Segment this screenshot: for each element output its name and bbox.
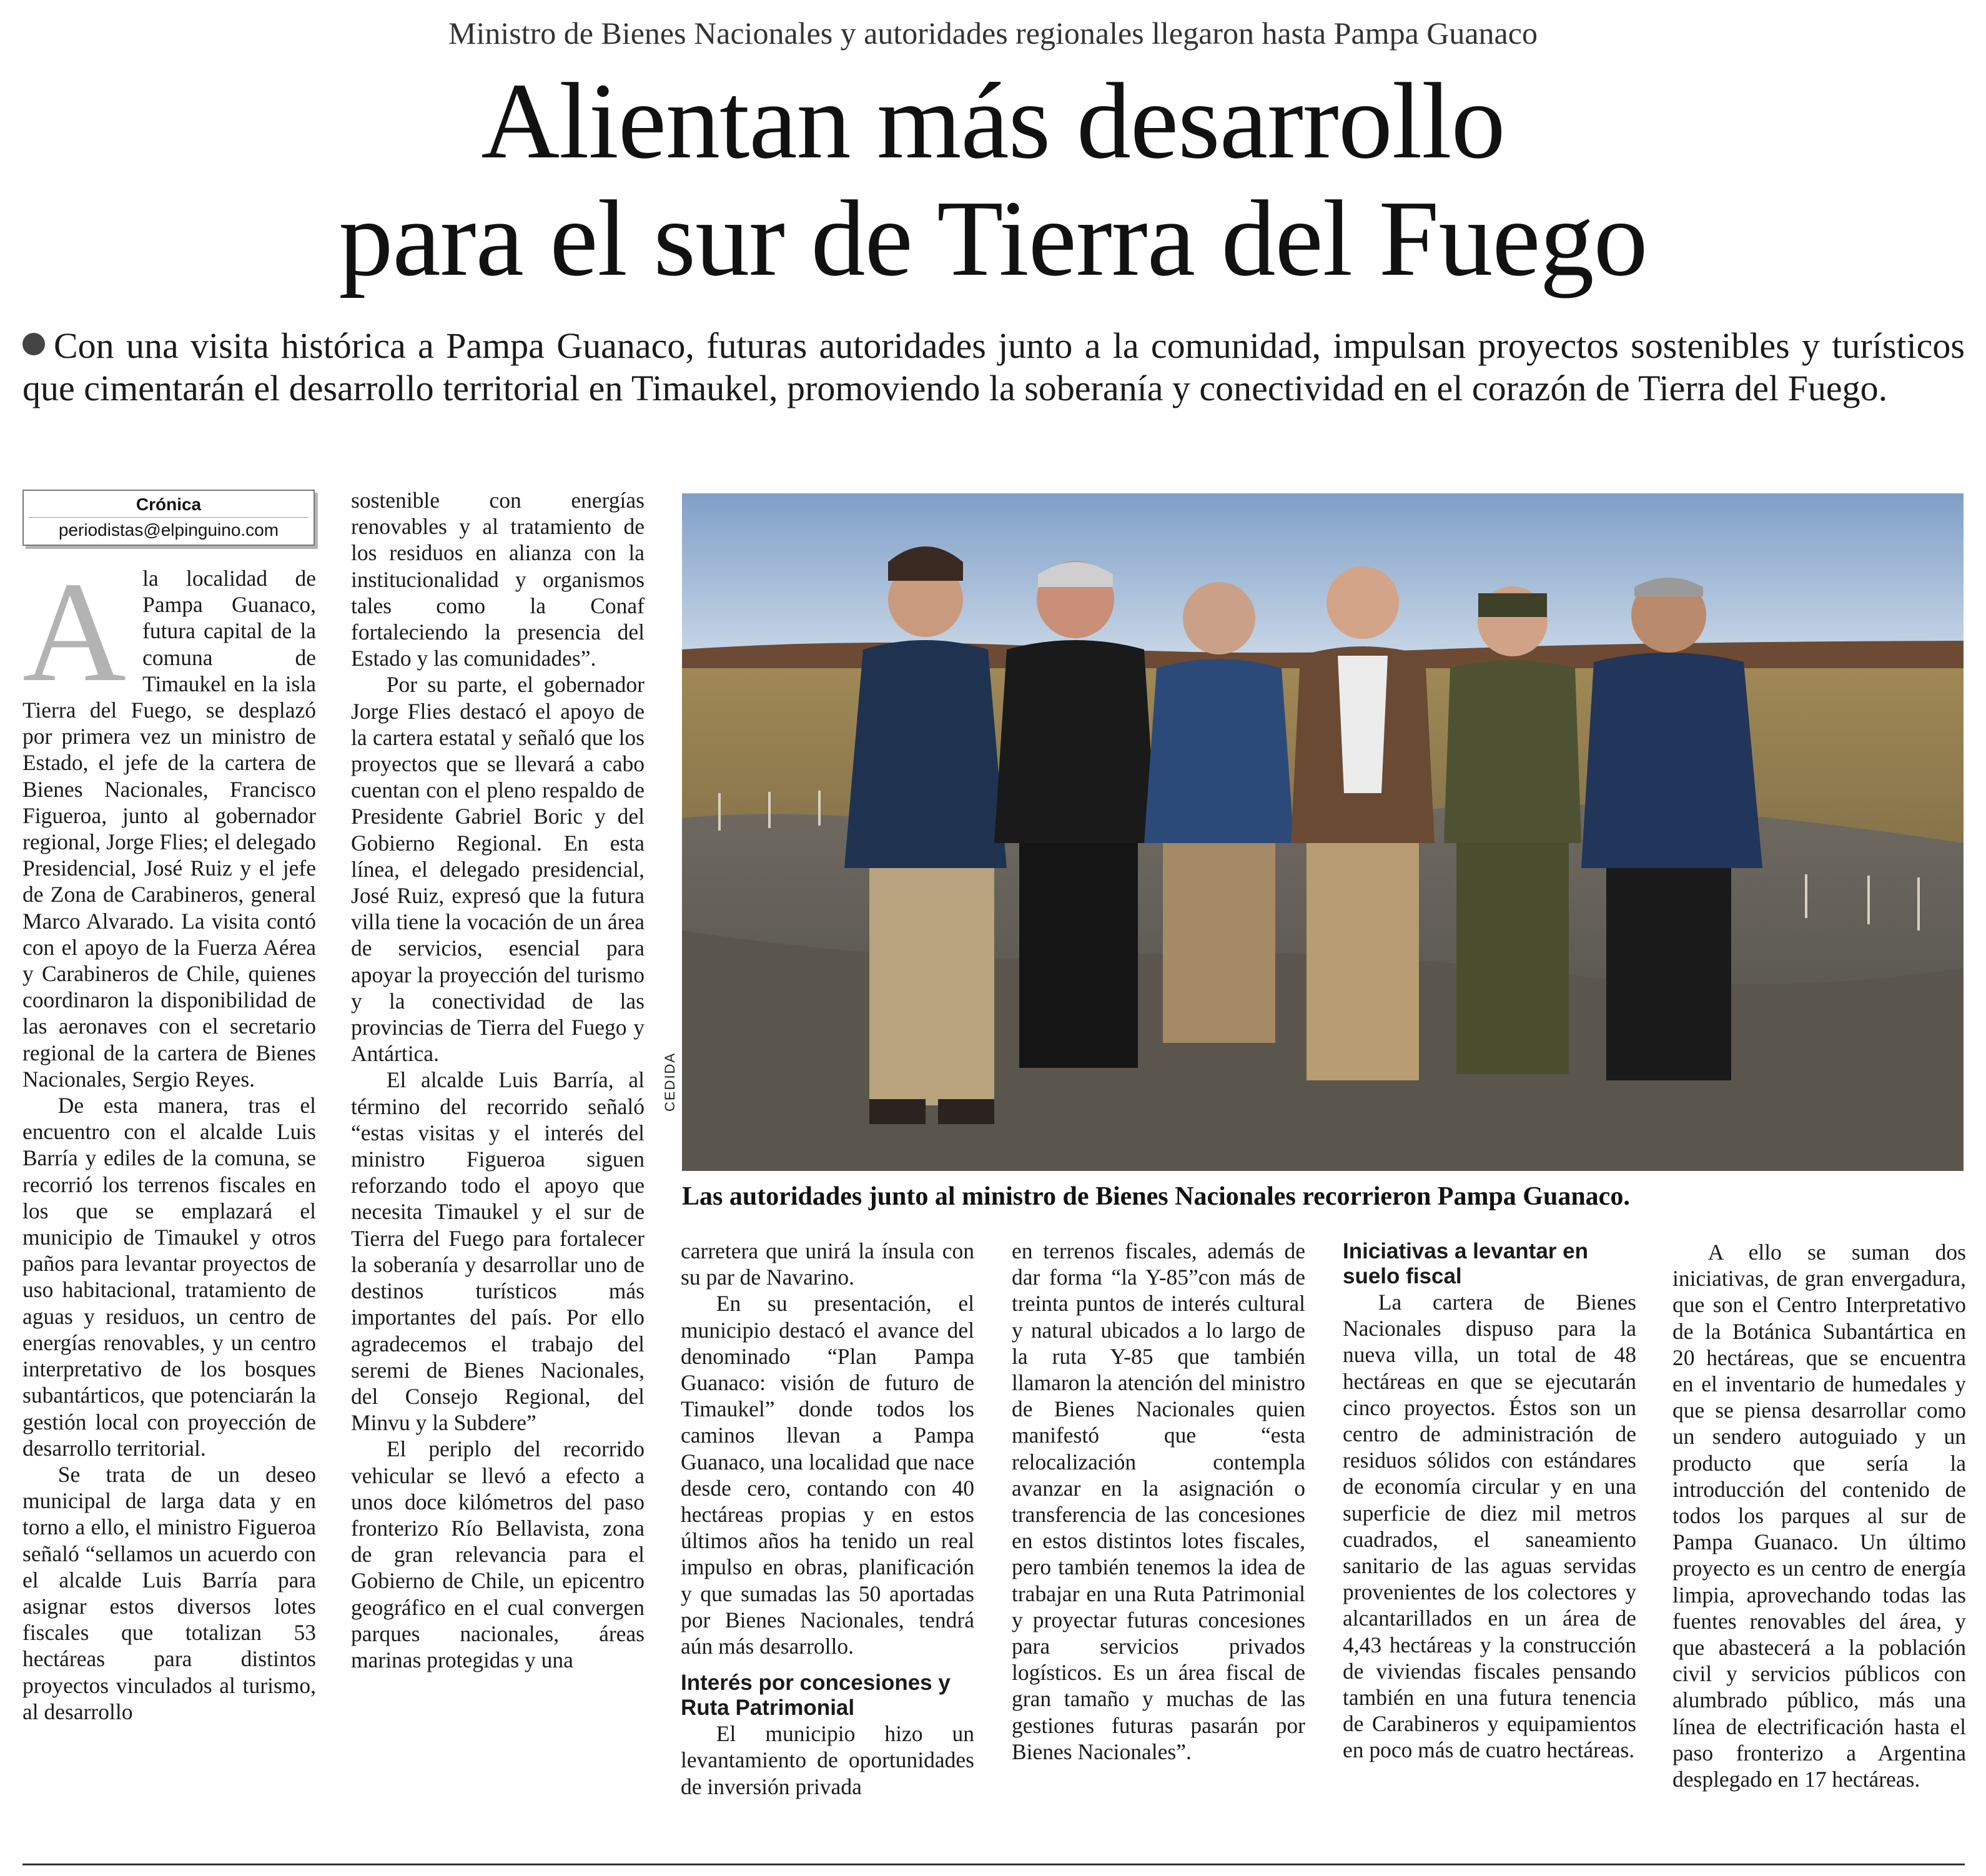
body-paragraph: En su presentación, el municipio destacó el avance del denominado “Plan Pampa Guanaco: visión de futuro de Timaukel” donde todos los caminos llevan a Pampa Guanaco, una localidad que nace desde cero, contando con 40 hectáreas propias y en estos últimos años ha tenido un real impulso en obras, planificación y que sumadas las 50 aportadas por Bienes Nacionales, tendrá aún más desarrollo.: [681, 1291, 974, 1659]
headline: [0, 62, 1986, 297]
article-photo: [682, 493, 1964, 1171]
kicker: Ministro de Bienes Nacionales y autoridades regionales llegaron hasta Pampa Guanaco: [448, 16, 1538, 51]
lead-paragraph: [22, 325, 1965, 410]
byline-box: [22, 490, 315, 546]
column-4: [1012, 1238, 1305, 1765]
body-paragraph: El alcalde Luis Barría, al término del recorrido señaló “estas visitas y el interés del ministro Figueroa siguen reforzando todo el apoyo que necesita Timaukel y el sur de Tierra del Fuego para fortalecer la soberanía y desarrollar uno de destinos turísticos más importantes del país. Por ello agradecemos el trabajo del seremi de Bienes Nacionales, del Consejo Regional, del Minvu y la Subdere”: [351, 1067, 645, 1436]
body-paragraph: en terrenos fiscales, además de dar forma “la Y-85”con más de treinta puntos de interés cultural y natural ubicados a lo largo de la ruta Y-85 que también llamaron la atención del ministro de Bienes Nacionales quien manifestó que “esta relocalización contempla avanzar en la asignación o transferencia de las concesiones en estos distintos lotes fiscales, pero también tenemos la idea de trabajar en una Ruta Patrimonial y proyectar futuras concesiones para servicios privados logísticos. Es un área fiscal de gran tamaño y muchas de las gestiones futuras pasarán por Bienes Nacionales”.: [1012, 1238, 1305, 1764]
paragraph-text: la localidad de Pampa Guanaco, futura capital de la comuna de Timaukel en la isla Tierra del Fuego, se desplazó por primera vez un ministro de Estado, el jefe de la cartera de Bienes Nacionales, Francisco Figueroa, junto al gobernador regional, Jorge Flies; el delegado Presidencial, José Ruiz y el jefe de Zona de Carabineros, general Marco Alvarado. La visita contó con el apoyo de la Fuerza Aérea y Carabineros de Chile, quienes coordinaron la disponibilidad de las aeronaves con el secretario regional de la cartera de Bienes Nacionales, Sergio Reyes.: [22, 566, 316, 1092]
drop-cap: A: [22, 552, 127, 711]
body-paragraph: Se trata de un deseo municipal de larga data y en torno a ello, el ministro Figueroa señaló “sellamos un acuerdo con el alcalde Luis Barría para asignar estos diversos lotes fiscales que totalizan 53 hectáreas para distintos proyectos vinculados al turismo, al desarrollo: [22, 1461, 316, 1724]
body-paragraph: carretera que unirá la ínsula con su par de Navarino.: [681, 1238, 974, 1290]
body-paragraph: La cartera de Bienes Nacionales dispuso para la nueva villa, un total de 48 hectáreas en que se ejecutarán cinco proyectos. Éstos son un centro de administración de residuos sólidos con estándares de economía circular y en una superficie de diez mil metros cuadrados, el saneamiento sanitario de las aguas servidas provenientes de los colectores y alcantarillados en un área de 4,43 hectáreas y la construcción de viviendas fiscales pensando también en una futura tenencia de Carabineros y equipamientos en poco más de cuatro hectáreas.: [1343, 1290, 1636, 1763]
body-paragraph: El periplo del recorrido vehicular se llevó a efecto a unos doce kilómetros del paso fronterizo Río Bellavista, zona de gran relevancia para el Gobierno de Chile, un epicentro geográfico en el cual convergen parques nacionales, áreas marinas protegidas y una: [351, 1436, 645, 1672]
subheading-iniciativas: Iniciativas a levantar en suelo fiscal: [1343, 1239, 1588, 1288]
photo-caption: Las autoridades junto al ministro de Bienes Nacionales recorrieron Pampa Guanaco.: [682, 1182, 1630, 1211]
section-label: Crónica: [29, 495, 309, 518]
bullet-icon: [22, 333, 45, 355]
byline-email: periodistas@elpinguino.com: [58, 520, 279, 540]
column-6: [1672, 1239, 1966, 1792]
column-5: [1343, 1239, 1636, 1764]
group-photo-illustration: [682, 493, 1964, 1171]
body-paragraph: sostenible con energías renovables y al tratamiento de los residuos en alianza con la institucionalidad y organismos tales como la Conaf fortaleciendo la presencia del Estado y las comunidades”.: [351, 488, 645, 671]
photo-credit: CEDIDA: [662, 1052, 678, 1112]
body-paragraph: A ello se suman dos iniciativas, de gran envergadura, que son el Centro Interpretativo de la Botánica Subantártica en 20 hectáreas, que se encuentra en el inventario de humedales y que se piensa desarrollar como un sendero autoguiado y un producto que sería la introducción del contenido de todos los parques al sur de Pampa Guanaco. Un último proyecto es un centro de energía limpia, aprovechando todas las fuentes renovables del área, y que abastecerá a la población civil y servicios públicos con alumbrado público, más una línea de electrificación hasta el paso fronterizo a Argentina desplegado en 17 hectáreas.: [1672, 1240, 1966, 1792]
column-2: [351, 487, 645, 1673]
body-paragraph: Por su parte, el gobernador Jorge Flies destacó el apoyo de la cartera estatal y señaló que los proyectos que se llevará a cabo cuentan con el pleno respaldo de Presidente Gabriel Boric y del Gobierno Regional. En esta línea, el delegado presidencial, José Ruiz, expresó que la futura villa tiene la vocación de un área de servicios, esencial para apoyar la proyección del turismo y la conectividad de las provincias de Tierra del Fuego y Antártica.: [351, 672, 645, 1067]
column-3: [681, 1238, 974, 1800]
body-paragraph: El municipio hizo un levantamiento de oportunidades de inversión privada: [681, 1721, 974, 1799]
headline-line-1: Alientan más desarrollo: [481, 61, 1505, 181]
headline-line-2: para el sur de Tierra del Fuego: [338, 178, 1648, 299]
column-1: [22, 552, 316, 1725]
bottom-rule: [22, 1864, 1965, 1865]
body-paragraph: De esta manera, tras el encuentro con el alcalde Luis Barría y ediles de la comuna, se recorrió los terrenos fiscales en los que se emplazará el municipio de Timaukel y otros paños para levantar proyectos de uso habitacional, tratamiento de aguas y residuos, un centro de energías renovables, y un centro interpretativo de los bosques subantárticos, que potenciarán la gestión local con proyección de desarrollo territorial.: [22, 1093, 316, 1461]
subheading-concesiones: Interés por concesiones y Ruta Patrimonial: [681, 1671, 951, 1720]
lead-text: Con una visita histórica a Pampa Guanaco, futuras autoridades junto a la comunidad, impulsan proyectos sostenibles y turísticos que cimentarán el desarrollo territorial en Timaukel, promoviendo la soberanía y conectividad en el corazón de Tierra del Fuego.: [22, 325, 1965, 408]
body-paragraph: [22, 552, 316, 1092]
